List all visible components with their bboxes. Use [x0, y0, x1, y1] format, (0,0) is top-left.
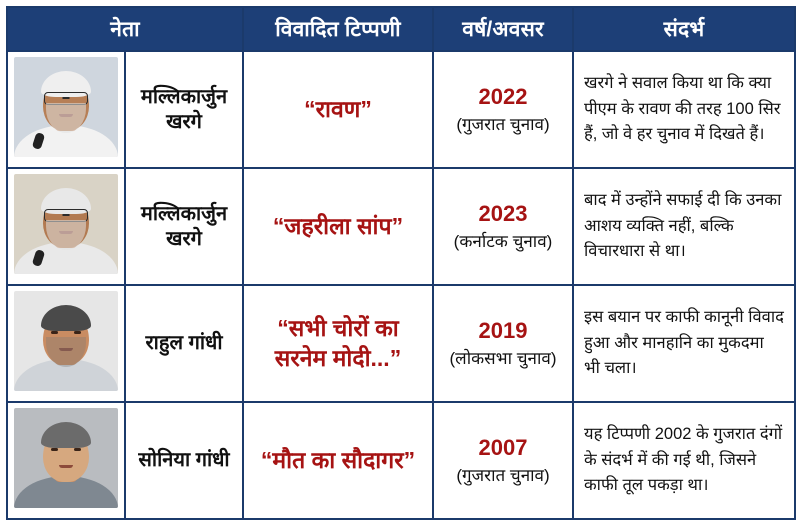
context-text: यह टिप्पणी 2002 के गुजरात दंगों के संदर्भ में की गई थी, जिसने काफी तूल पकड़ा था।	[573, 402, 795, 519]
leader-photo-cell	[7, 168, 125, 285]
occasion-value: (लोकसभा चुनाव)	[449, 348, 557, 368]
year-occasion-cell	[433, 51, 573, 168]
occasion-value: (गुजरात चुनाव)	[456, 114, 550, 134]
leader-photo-cell	[7, 402, 125, 519]
leader-name: मल्लिकार्जुन खरगे	[125, 168, 243, 285]
context-text: बाद में उन्होंने सफाई दी कि उनका आशय व्यक्ति नहीं, बल्कि विचारधारा से था।	[573, 168, 795, 285]
column-header-remark: विवादित टिप्पणी	[243, 7, 433, 51]
leader-name: मल्लिकार्जुन खरगे	[125, 51, 243, 168]
remark-quote: “सभी चोरों का सरनेम मोदी...”	[243, 285, 433, 402]
leader-name: सोनिया गांधी	[125, 402, 243, 519]
year-value: 2019	[478, 318, 528, 344]
remark-quote: “मौत का सौदागर”	[243, 402, 433, 519]
year-occasion-cell	[433, 402, 573, 519]
column-header-year: वर्ष/अवसर	[433, 7, 573, 51]
year-value: 2022	[478, 84, 528, 110]
occasion-value: (कर्नाटक चुनाव)	[453, 231, 553, 251]
portrait-mallikarjun-kharge-icon	[14, 174, 118, 274]
controversial-remarks-table	[6, 6, 796, 520]
portrait-rahul-gandhi-icon	[14, 291, 118, 391]
table-body	[7, 51, 795, 519]
table-header	[7, 7, 795, 51]
table-row	[7, 51, 795, 168]
table-row	[7, 168, 795, 285]
year-occasion-cell	[433, 285, 573, 402]
remark-quote: “रावण”	[243, 51, 433, 168]
occasion-value: (गुजरात चुनाव)	[456, 465, 550, 485]
leader-photo-cell	[7, 285, 125, 402]
table-row	[7, 402, 795, 519]
year-occasion-cell	[433, 168, 573, 285]
portrait-sonia-gandhi-icon	[14, 408, 118, 508]
context-text: इस बयान पर काफी कानूनी विवाद हुआ और मानहानि का मुकदमा भी चला।	[573, 285, 795, 402]
context-text: खरगे ने सवाल किया था कि क्या पीएम के रावण की तरह 100 सिर हैं, जो वे हर चुनाव में दिखते हैं।	[573, 51, 795, 168]
table-row	[7, 285, 795, 402]
year-value: 2007	[478, 435, 528, 461]
year-value: 2023	[478, 201, 528, 227]
leader-name: राहुल गांधी	[125, 285, 243, 402]
portrait-mallikarjun-kharge-icon	[14, 57, 118, 157]
leader-photo-cell	[7, 51, 125, 168]
remark-quote: “जहरीला सांप”	[243, 168, 433, 285]
column-header-context: संदर्भ	[573, 7, 795, 51]
table-header-row	[7, 7, 795, 51]
column-header-leader: नेता	[7, 7, 243, 51]
